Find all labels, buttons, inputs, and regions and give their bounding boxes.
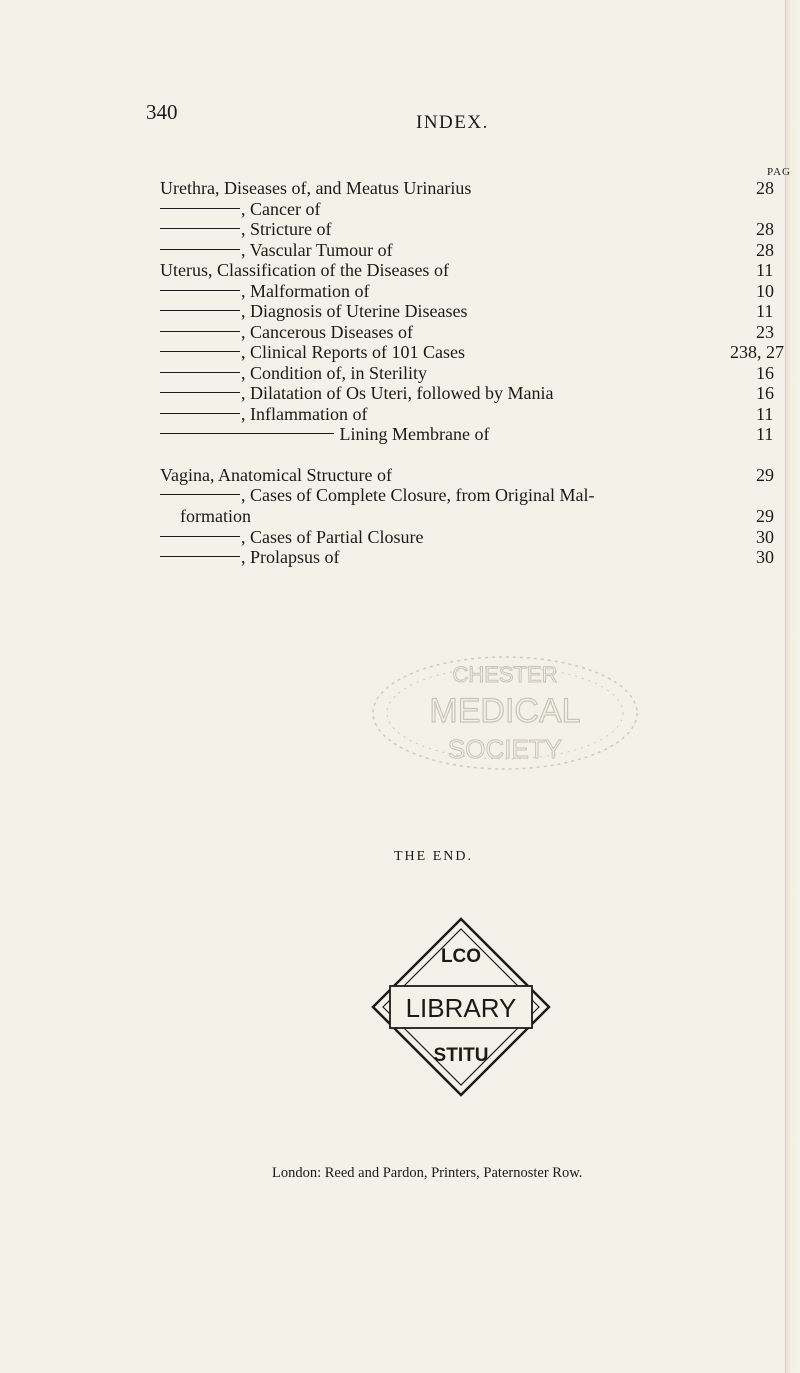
index-entry xyxy=(160,301,800,322)
seal-center-text: LIBRARY xyxy=(405,993,517,1023)
entry-label: Vagina, Anatomical Structure of xyxy=(160,464,392,485)
index-entry xyxy=(160,260,800,281)
entry-label: , Dilatation of Os Uteri, followed by Mania xyxy=(241,383,554,403)
entry-page: 28 xyxy=(756,239,774,260)
ditto-dash xyxy=(160,433,334,434)
ditto-dash xyxy=(160,392,240,393)
ditto-dash xyxy=(160,249,240,250)
index-entry xyxy=(160,465,800,486)
library-seal xyxy=(370,916,552,1098)
entry-label: , Vascular Tumour of xyxy=(241,239,393,260)
entry-label: , Cancer of xyxy=(241,198,321,219)
entry-page: 11 xyxy=(756,424,774,444)
entry-page: 30 xyxy=(756,526,774,547)
entry-page: 10 xyxy=(756,280,774,301)
entry-page: 28 xyxy=(756,219,774,239)
index-entries xyxy=(160,178,800,568)
entry-page: 238, 27 xyxy=(730,342,784,362)
ditto-dash xyxy=(160,556,240,557)
entry-label: Uterus, Classification of the Diseases of xyxy=(160,260,449,280)
index-entry xyxy=(160,342,800,363)
printer-imprint: London: Reed and Pardon, Printers, Paternoster Row. xyxy=(272,1165,583,1181)
entry-label: , Cases of Partial Closure xyxy=(241,526,424,547)
index-entry xyxy=(160,281,800,302)
running-head: INDEX. xyxy=(416,112,489,133)
ditto-dash xyxy=(160,331,240,332)
seal-top-text: LCO xyxy=(440,946,482,967)
index-entry xyxy=(160,383,800,404)
entry-page: 11 xyxy=(756,301,774,321)
stamp-line-1: CHESTER xyxy=(452,662,558,687)
index-entry xyxy=(160,424,800,445)
index-entry xyxy=(160,527,800,548)
entry-label: , Malformation of xyxy=(241,280,370,301)
stamp-line-3: SOCIETY xyxy=(447,734,563,764)
entry-page: 11 xyxy=(756,403,774,424)
entry-page: 11 xyxy=(756,260,774,280)
page-number: 340 xyxy=(146,100,178,124)
index-entry-continuation xyxy=(160,506,800,527)
entry-page: 16 xyxy=(756,362,774,383)
entry-label: , Diagnosis of Uterine Diseases xyxy=(241,301,468,321)
entry-label: , Condition of, in Sterility xyxy=(241,362,428,383)
index-entry xyxy=(160,485,800,506)
entry-label: , Cases of Complete Closure, from Original Mal- xyxy=(241,485,595,505)
society-stamp xyxy=(360,652,650,774)
entry-page: 23 xyxy=(756,321,774,342)
ditto-dash xyxy=(160,372,240,373)
index-entry xyxy=(160,363,800,384)
ditto-dash xyxy=(160,310,240,311)
entry-label: , Stricture of xyxy=(241,219,332,239)
ditto-dash xyxy=(160,351,240,352)
entry-label: Lining Membrane of xyxy=(339,424,490,444)
entry-page: 30 xyxy=(756,547,774,567)
entry-label: formation xyxy=(180,505,251,526)
ditto-dash xyxy=(160,536,240,537)
index-entry xyxy=(160,322,800,343)
index-entry xyxy=(160,240,800,261)
stamp-line-2: MEDICAL xyxy=(429,692,581,730)
entry-label: , Clinical Reports of 101 Cases xyxy=(241,342,465,362)
entry-label: Urethra, Diseases of, and Meatus Urinarius xyxy=(160,178,472,198)
entry-page: 16 xyxy=(756,383,774,403)
entry-label: , Inflammation of xyxy=(241,403,368,424)
entry-label: , Prolapsus of xyxy=(241,547,340,567)
the-end: THE END. xyxy=(394,849,473,864)
index-entry xyxy=(160,547,800,568)
index-entry xyxy=(160,404,800,425)
page-column-label: PAG xyxy=(767,166,791,178)
entry-page: 29 xyxy=(756,505,774,526)
index-entry xyxy=(160,199,800,220)
entry-label: , Cancerous Diseases of xyxy=(241,321,413,342)
entry-page: 28 xyxy=(756,178,774,198)
ditto-dash xyxy=(160,494,240,495)
ditto-dash xyxy=(160,208,240,209)
index-entry xyxy=(160,178,800,199)
ditto-dash xyxy=(160,413,240,414)
seal-bottom-text: STITU xyxy=(433,1045,489,1066)
entry-page: 29 xyxy=(756,464,774,485)
ditto-dash xyxy=(160,290,240,291)
index-entry xyxy=(160,219,800,240)
ditto-dash xyxy=(160,228,240,229)
